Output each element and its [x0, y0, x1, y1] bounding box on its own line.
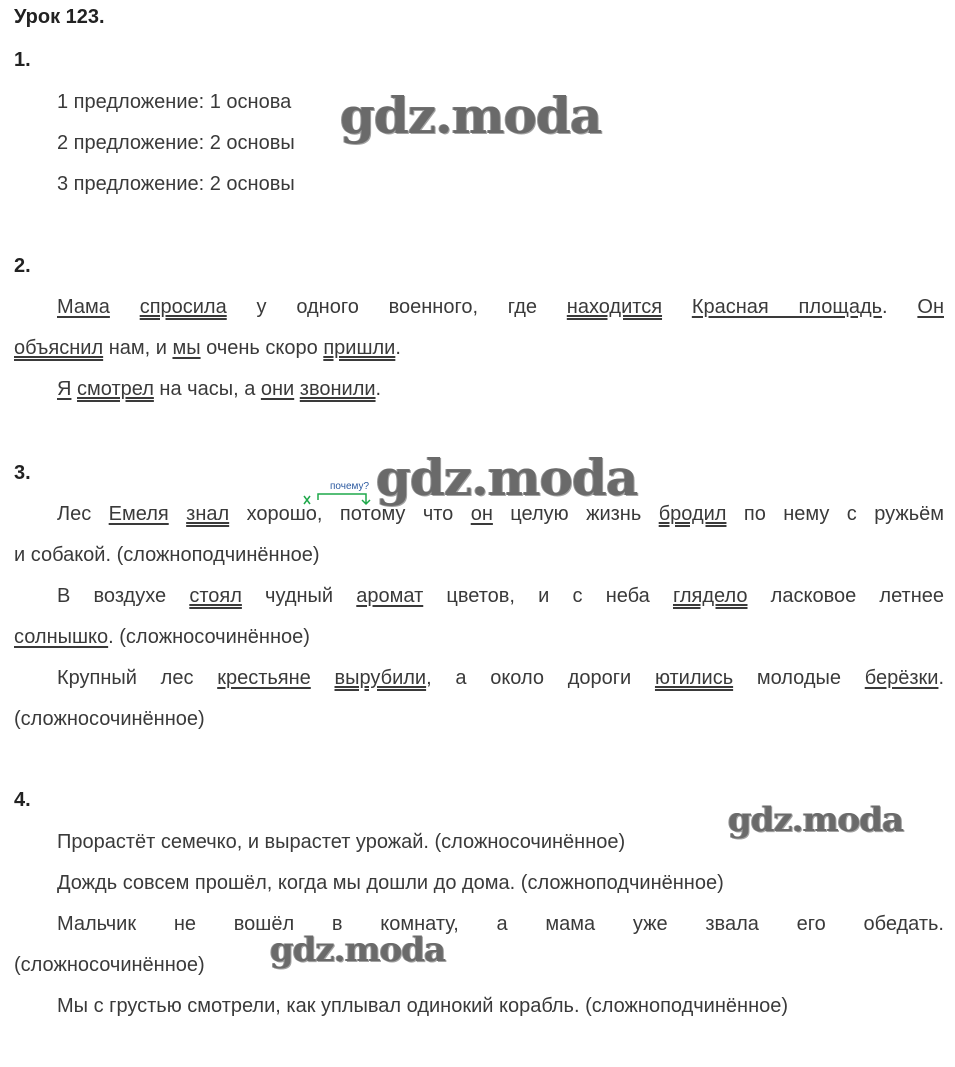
text-fragment: целую жизнь	[492, 503, 659, 525]
text-fragment: .	[882, 296, 918, 318]
watermark-logo: gdz.moda	[376, 448, 638, 507]
predicate-word: пришли	[323, 337, 396, 359]
text-fragment: .	[395, 337, 401, 359]
predicate-word: звонили	[299, 378, 376, 400]
task-1-number: 1.	[14, 49, 31, 71]
task-3-line-3	[14, 584, 944, 608]
text-fragment: хорошо, потому что	[229, 503, 471, 525]
predicate-word: бродил	[658, 503, 727, 525]
question-annotation: почему?	[330, 481, 370, 492]
predicate-word: знал	[186, 503, 230, 525]
text-fragment: на часы, а	[153, 378, 261, 400]
subject-word: Мама	[57, 296, 110, 318]
task-2-line-3	[57, 377, 381, 401]
watermark-logo: gdz.moda	[270, 930, 446, 970]
text-fragment	[662, 296, 692, 318]
text-fragment: молодые	[733, 667, 865, 689]
subject-word: Он	[917, 296, 944, 318]
text-fragment	[311, 667, 335, 689]
text-fragment: нам, и	[103, 337, 173, 359]
watermark-logo: gdz.moda	[340, 86, 602, 145]
task-1-line-3: 3 предложение: 2 основы	[57, 173, 295, 195]
subject-word: они	[260, 378, 295, 400]
predicate-word: смотрел	[77, 378, 154, 400]
predicate-word: находится	[566, 296, 663, 318]
task-1-line-2: 2 предложение: 2 основы	[57, 132, 295, 154]
text-fragment: цветов, и с неба	[423, 585, 673, 607]
predicate-word: глядело	[672, 585, 748, 607]
task-3-line-6: (сложносочинённое)	[14, 708, 205, 730]
task-4-line-3: Мальчик не вошёл в комнату, а мама уже звала его обедать.	[57, 913, 944, 935]
task-1-line-1: 1 предложение: 1 основа	[57, 91, 292, 113]
task-2-line-2	[14, 336, 401, 360]
task-3-line-5	[14, 666, 944, 690]
subject-word: он	[470, 503, 493, 525]
text-fragment	[169, 503, 186, 525]
task-3-number: 3.	[14, 462, 31, 484]
subject-word: крестьяне	[217, 667, 311, 689]
text-fragment: , а около дороги	[426, 667, 655, 689]
subject-word: Я	[57, 378, 72, 400]
subject-word: берёзки	[864, 667, 939, 689]
text-fragment: . (сложносочинённое)	[108, 626, 310, 648]
task-4-line-2: Дождь совсем прошёл, когда мы дошли до дома. (сложноподчинённое)	[57, 872, 724, 894]
text-fragment: чудный	[241, 585, 357, 607]
text-fragment: очень скоро	[200, 337, 324, 359]
predicate-word: ютились	[654, 667, 734, 689]
text-fragment: В воздухе	[57, 585, 190, 607]
task-4-number: 4.	[14, 789, 31, 811]
page-title: Урок 123.	[14, 6, 105, 28]
text-fragment: по нему с ружьём	[726, 503, 945, 525]
task-4-line-1: Прорастёт семечко, и вырастет урожай. (сложносочинённое)	[57, 831, 626, 853]
subject-word: Емеля	[108, 503, 169, 525]
predicate-word: вырубили	[334, 667, 427, 689]
subject-word: мы	[172, 337, 201, 359]
text-fragment: ласковое летнее	[747, 585, 944, 607]
task-4-line-5: Мы с грустью смотрели, как уплывал одинокий корабль. (сложноподчинённое)	[57, 995, 789, 1017]
text-fragment: Крупный лес	[57, 667, 218, 689]
task-4-line-4: (сложносочинённое)	[14, 954, 205, 976]
text-fragment: у одного военного, где	[226, 296, 567, 318]
subject-word: Красная площадь	[691, 296, 883, 318]
subject-word: солнышко	[14, 626, 109, 648]
text-fragment: Лес	[57, 503, 109, 525]
task-3-line-4	[14, 625, 310, 649]
watermark-logo: gdz.moda	[728, 800, 904, 840]
text-fragment: .	[938, 667, 944, 689]
predicate-word: объяснил	[14, 337, 104, 359]
task-3-line-2: и собакой. (сложноподчинённое)	[14, 544, 320, 566]
task-2-line-1	[14, 295, 944, 319]
predicate-word: спросила	[139, 296, 227, 318]
predicate-word: стоял	[189, 585, 242, 607]
subject-word: аромат	[356, 585, 424, 607]
task-2-number: 2.	[14, 255, 31, 277]
text-fragment: .	[375, 378, 382, 400]
